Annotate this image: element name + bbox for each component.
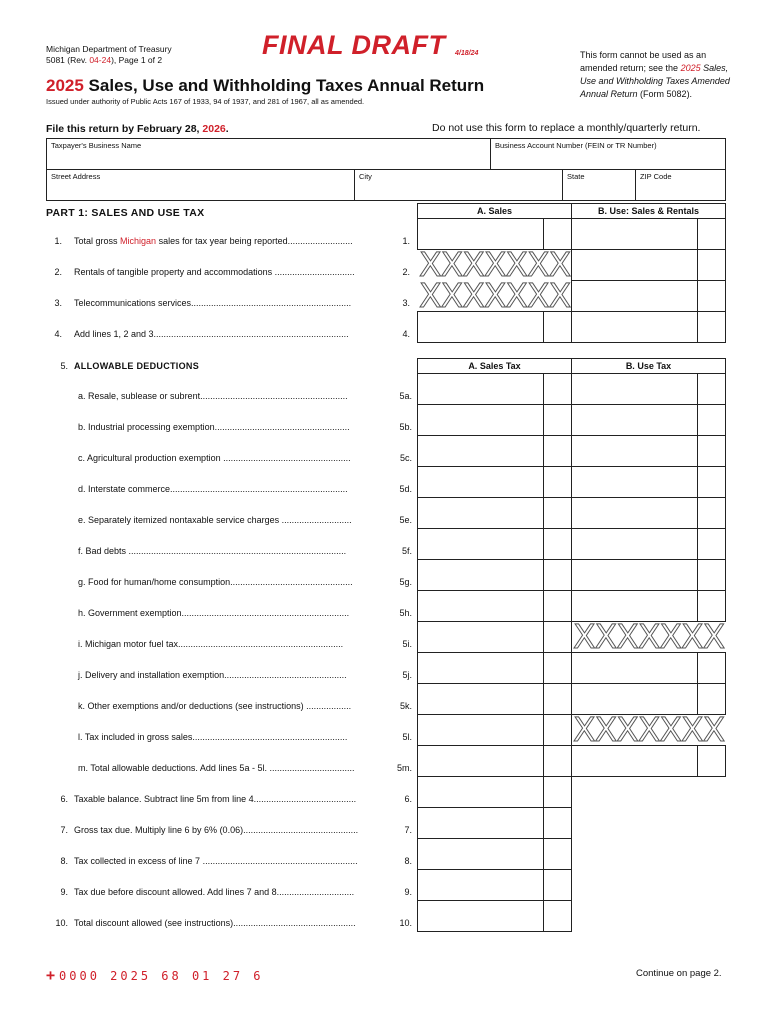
state-label: State [567,172,585,181]
line-5g-col-b-cents[interactable] [697,559,726,591]
line-5k-box-number: 5k. [399,701,412,711]
city-label: City [359,172,372,181]
line-8-cents[interactable] [543,838,572,870]
note-part1: This form cannot be used as an amended return; see the [580,50,707,73]
line-7-box-number: 7. [404,825,412,835]
line-5d-col-a-dollars[interactable] [417,466,544,498]
final-draft-stamp: FINAL DRAFT [262,30,446,60]
line-5e-col-a-cents[interactable] [543,497,572,529]
line-1-col-b-cents[interactable] [697,218,726,250]
line-1-col-a-dollars[interactable] [417,218,544,250]
line-5b-col-a-dollars[interactable] [417,404,544,436]
line-7-cents[interactable] [543,807,572,839]
line-5d-col-b-dollars[interactable] [571,466,698,498]
line-2-col-b-cents[interactable] [697,249,726,281]
col-a-sales-header: A. Sales [417,203,572,219]
line-number: 9. [60,887,68,897]
line-5e-col-b-cents[interactable] [697,497,726,529]
street-address-label: Street Address [51,172,101,181]
line-5m-col-b-cents[interactable] [697,745,726,777]
line-5c-col-a-cents[interactable] [543,435,572,467]
line-5i-col-b-crossed-out: XXXXXXX [573,622,725,651]
line-5e-label: e. Separately itemized nontaxable service charges ............................ [78,515,352,525]
line-5l-label: l. Tax included in gross sales.............................................................. [78,732,348,742]
line-5j-col-a-dollars[interactable] [417,652,544,684]
line-5c-label: c. Agricultural production exemption ................................................... [78,453,351,463]
line-5h-box-number: 5h. [399,608,412,618]
line-3-box-number: 3. [402,298,410,308]
line-7-dollars[interactable] [417,807,544,839]
form-rev-suffix: ), Page 1 of 2 [111,55,163,65]
line-5m-col-a-cents[interactable] [543,745,572,777]
label-text: sales for tax year being reported.......................... [156,236,353,246]
line-3-col-a-crossed-out: XXXXXXX [419,281,571,310]
line-5j-col-a-cents[interactable] [543,652,572,684]
line-number: 2. [54,267,62,277]
line-5a-col-b-cents[interactable] [697,373,726,405]
line-5b-col-b-dollars[interactable] [571,404,698,436]
line-6-cents[interactable] [543,776,572,808]
title-text: Sales, Use and Withholding Taxes Annual Return [83,76,485,95]
line-9-cents[interactable] [543,869,572,901]
line-5m-box-number: 5m. [396,763,412,773]
line-5k-label: k. Other exemptions and/or deductions (see instructions) .................. [78,701,352,711]
line-5g-label: g. Food for human/home consumption................................................. [78,577,353,587]
city-field[interactable] [354,169,563,201]
account-number-field[interactable] [490,138,726,170]
barcode-digits: 0000 2025 68 01 27 6 [59,969,264,983]
line-5e-col-a-dollars[interactable] [417,497,544,529]
line-number: 4. [54,329,62,339]
file-by-prefix: File this return by February 28, [46,123,203,135]
line-9-dollars[interactable] [417,869,544,901]
zip-code-label: ZIP Code [640,172,672,181]
continue-note: Continue on page 2. [636,968,722,979]
line-5b-label: b. Industrial processing exemption...................................................... [78,422,350,432]
form-rev-prefix: 5081 (Rev. [46,55,90,65]
line-5d-label: d. Interstate commerce....................................................................... [78,484,348,494]
line-5a-col-b-dollars[interactable] [571,373,698,405]
line-5l-col-b-crossed-out: XXXXXXX [573,715,725,744]
line-5a-label: a. Resale, sublease or subrent........................................................... [78,391,348,401]
barcode-plus-mark: + [46,966,56,984]
line-5f-col-b-dollars[interactable] [571,528,698,560]
authority-text: Issued under authority of Public Acts 167 of 1933, 94 of 1937, and 281 of 1967, all as amended. [46,97,365,106]
line-5h-col-b-cents[interactable] [697,590,726,622]
line-5f-col-a-dollars[interactable] [417,528,544,560]
line-5a-col-a-cents[interactable] [543,373,572,405]
line-4-col-b-dollars[interactable] [571,311,698,343]
line-1-col-b-dollars[interactable] [571,218,698,250]
line-5i-label: i. Michigan motor fuel tax.................................................................. [78,639,344,649]
line-2-label [74,267,355,277]
line-number: 8. [60,856,68,866]
deductions-number: 5. [60,361,68,371]
line-3-col-b-cents[interactable] [697,280,726,312]
line-4-box-number: 4. [402,329,410,339]
line-10-cents[interactable] [543,900,572,932]
line-5d-col-a-cents[interactable] [543,466,572,498]
deductions-title: ALLOWABLE DEDUCTIONS [74,361,199,371]
street-address-field[interactable] [46,169,355,201]
line-5e-box-number: 5e. [399,515,412,525]
line-5d-box-number: 5d. [399,484,412,494]
label-highlight: Michigan [120,236,157,246]
line-5h-col-a-dollars[interactable] [417,590,544,622]
line-9-box-number: 9. [404,887,412,897]
line-5i-col-a-cents[interactable] [543,621,572,653]
note-part2: (Form 5082). [637,89,693,99]
line-5j-col-b-cents[interactable] [697,652,726,684]
line-5l-col-a-dollars[interactable] [417,714,544,746]
part1-title: PART 1: SALES AND USE TAX [46,207,205,219]
form-barcode-number [46,966,264,984]
file-by-date [46,123,229,135]
line-2-col-b-dollars[interactable] [571,249,698,281]
line-5l-col-a-cents[interactable] [543,714,572,746]
line-5m-col-b-dollars[interactable] [571,745,698,777]
draft-date: 4/18/24 [455,50,479,57]
line-10-box-number: 10. [399,918,412,928]
line-10-dollars[interactable] [417,900,544,932]
col-b-use-header: B. Use: Sales & Rentals [571,203,726,219]
line-5b-box-number: 5b. [399,422,412,432]
line-2-col-a-crossed-out: XXXXXXX [419,250,571,279]
line-3-label [74,298,351,308]
line-4-col-b-cents[interactable] [697,311,726,343]
line-5h-label: h. Government exemption................................................................... [78,608,350,618]
line-5i-col-a-dollars[interactable] [417,621,544,653]
line-5b-col-a-cents[interactable] [543,404,572,436]
line-6-dollars[interactable] [417,776,544,808]
form-rev-date: 04-24 [89,55,112,65]
line-5f-box-number: 5f. [401,546,412,556]
line-5f-col-a-cents[interactable] [543,528,572,560]
department-name: Michigan Department of Treasury [46,44,172,54]
line-number: 1. [54,236,62,246]
line-5a-box-number: 5a. [399,391,412,401]
business-name-field[interactable] [46,138,491,170]
line-8-label: Tax collected in excess of line 7 .............................................................. [74,856,358,866]
state-field[interactable] [562,169,636,201]
line-1-box-number: 1. [402,236,410,246]
line-5g-col-b-dollars[interactable] [571,559,698,591]
line-number: 3. [54,298,62,308]
line-5k-col-b-dollars[interactable] [571,683,698,715]
line-7-label: Gross tax due. Multiply line 6 by 6% (0.06).............................................. [74,825,359,835]
line-5m-label: m. Total allowable deductions. Add lines 5a - 5l. .................................. [78,763,355,773]
amended-return-note [580,49,730,101]
note-italic: Sales, Use and Withholding Taxes Amended Annual Return [580,63,730,99]
line-5j-col-b-dollars[interactable] [571,652,698,684]
line-5j-box-number: 5j. [402,670,412,680]
form-revision [46,55,172,66]
line-5f-label: f. Bad debts ....................................................................................... [78,546,347,556]
title-year: 2025 [46,76,84,95]
line-5k-col-a-cents[interactable] [543,683,572,715]
line-number: 10. [55,918,68,928]
line-5k-col-a-dollars[interactable] [417,683,544,715]
line-5m-col-a-dollars[interactable] [417,745,544,777]
line-1-col-a-cents[interactable] [543,218,572,250]
line-5j-label: j. Delivery and installation exemption................................................. [78,670,347,680]
line-3-col-b-dollars[interactable] [571,280,698,312]
line-5k-col-b-cents[interactable] [697,683,726,715]
col-a-sales-tax-header: A. Sales Tax [417,358,572,374]
line-9-label: Tax due before discount allowed. Add lines 7 and 8............................... [74,887,355,897]
file-by-year: 2026 [202,123,226,135]
form-identifier [46,44,172,66]
line-4-col-a-dollars[interactable] [417,311,544,343]
line-10-label: Total discount allowed (see instructions)................................................. [74,918,356,928]
line-number: 6. [60,794,68,804]
line-8-box-number: 8. [404,856,412,866]
line-4-col-a-cents[interactable] [543,311,572,343]
account-number-label: Business Account Number (FEIN or TR Number) [495,141,657,150]
line-5l-box-number: 5l. [402,732,412,742]
form-title [46,76,484,96]
line-5a-col-a-dollars[interactable] [417,373,544,405]
line-6-box-number: 6. [404,794,412,804]
line-4-label [74,329,349,339]
line-5e-col-b-dollars[interactable] [571,497,698,529]
zip-code-field[interactable] [635,169,726,201]
line-1-label [74,236,353,246]
label-text: Telecommunications services................................................................ [74,298,352,308]
line-5h-col-a-cents[interactable] [543,590,572,622]
line-2-box-number: 2. [402,267,410,277]
label-text: Total gross [74,236,121,246]
line-5c-col-b-dollars[interactable] [571,435,698,467]
line-5g-box-number: 5g. [399,577,412,587]
line-5b-col-b-cents[interactable] [697,404,726,436]
label-text: Add lines 1, 2 and 3.............................................................................. [74,329,349,339]
line-5c-col-a-dollars[interactable] [417,435,544,467]
line-5g-col-a-dollars[interactable] [417,559,544,591]
line-6-label: Taxable balance. Subtract line 5m from line 4......................................... [74,794,357,804]
line-number: 7. [60,825,68,835]
line-5g-col-a-cents[interactable] [543,559,572,591]
line-5h-col-b-dollars[interactable] [571,590,698,622]
business-name-label: Taxpayer's Business Name [51,141,142,150]
line-5c-box-number: 5c. [399,453,412,463]
file-by-suffix: . [225,123,229,135]
note-year: 2025 [680,63,701,73]
line-8-dollars[interactable] [417,838,544,870]
line-5d-col-b-cents[interactable] [697,466,726,498]
line-5f-col-b-cents[interactable] [697,528,726,560]
no-replace-note: Do not use this form to replace a monthly/quarterly return. [432,122,701,134]
line-5i-box-number: 5i. [402,639,412,649]
col-b-use-tax-header: B. Use Tax [571,358,726,374]
line-5c-col-b-cents[interactable] [697,435,726,467]
label-text: Rentals of tangible property and accommodations ................................ [74,267,355,277]
